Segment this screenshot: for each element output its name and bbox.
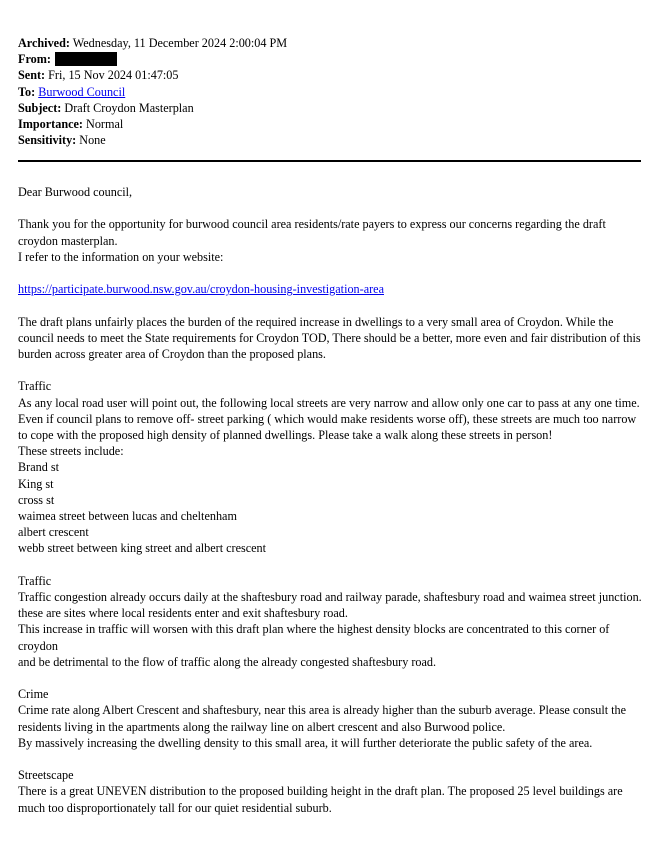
sensitivity-label: Sensitivity: bbox=[18, 133, 77, 148]
paragraph-line: burden across greater area of Croydon than the proposed plans. bbox=[18, 346, 326, 361]
paragraph-line: The draft plans unfairly places the burden of the required increase in dwellings to a very small area of Croydon. While the bbox=[18, 314, 614, 329]
street-list-item: waimea street between lucas and cheltenham bbox=[18, 509, 237, 523]
to-recipient-link[interactable]: Burwood Council bbox=[38, 84, 126, 99]
importance-label: Importance: bbox=[18, 116, 83, 131]
paragraph-line: There is a great UNEVEN distribution to the proposed building height in the draft plan. The proposed 25 level buildings are bbox=[18, 784, 623, 799]
paragraph-line: and be detrimental to the flow of traffic along the already congested shaftesbury road. bbox=[18, 654, 437, 669]
paragraph-line: Crime rate along Albert Crescent and shaftesbury, near this area is already higher than the suburb average. Please consult the bbox=[18, 703, 627, 718]
paragraph-line: Traffic congestion already occurs daily at the shaftesbury road and railway parade, shaftesbury road and waimea street junction. bbox=[18, 590, 642, 604]
paragraph-line: council needs to meet the State requirements for Croydon TOD, There should be a better, more even and fair distribution of this bbox=[18, 330, 641, 345]
section-heading-traffic: Traffic bbox=[18, 379, 52, 394]
street-list-item: webb street between king street and albert crescent bbox=[18, 541, 267, 556]
sent-label: Sent: bbox=[18, 68, 46, 83]
subject-value: Draft Croydon Masterplan bbox=[64, 100, 194, 115]
sensitivity-value: None bbox=[79, 133, 106, 148]
subject-label: Subject: bbox=[18, 100, 62, 115]
section-heading-streetscape: Streetscape bbox=[18, 768, 74, 783]
intro-line: croydon masterplan. bbox=[18, 233, 118, 248]
sent-row bbox=[18, 67, 638, 83]
paragraph-line: By massively increasing the dwelling density to this small area, it will further deteriorate the public safety of the area. bbox=[18, 735, 593, 750]
to-row bbox=[18, 84, 638, 100]
greeting: Dear Burwood council, bbox=[18, 185, 133, 199]
archived-value: Wednesday, 11 December 2024 2:00:04 PM bbox=[72, 36, 288, 50]
paragraph-line: these are sites where local residents enter and exit shaftesbury road. bbox=[18, 606, 348, 621]
section-heading-crime: Crime bbox=[18, 687, 49, 702]
street-list-item: albert crescent bbox=[18, 525, 89, 540]
paragraph-line: This increase in traffic will worsen with this draft plan where the highest density blocks are concentrated to this corner of croydon bbox=[18, 622, 610, 653]
from-row bbox=[18, 51, 638, 67]
importance-row bbox=[18, 116, 638, 132]
subject-row bbox=[18, 100, 638, 116]
intro-line: I refer to the information on your website: bbox=[18, 249, 224, 264]
street-list-item: cross st bbox=[18, 492, 55, 507]
email-body bbox=[18, 184, 643, 816]
paragraph-line: These streets include: bbox=[18, 444, 124, 459]
website-link[interactable]: https://participate.burwood.nsw.gov.au/croydon-housing-investigation-area bbox=[18, 282, 384, 297]
archived-row bbox=[18, 35, 638, 51]
archived-label: Archived: bbox=[18, 36, 70, 50]
paragraph-line: residents living in the apartments along the railway line on albert crescent and also Burwood police. bbox=[18, 719, 506, 734]
importance-value: Normal bbox=[86, 116, 124, 131]
email-header bbox=[18, 35, 638, 148]
sensitivity-row bbox=[18, 132, 638, 148]
paragraph-line: As any local road user will point out, the following local streets are very narrow and allow only one car to pass at any one time. bbox=[18, 395, 640, 410]
street-list-item: King st bbox=[18, 476, 54, 491]
paragraph-line: Even if council plans to remove off- street parking ( which would make residents worse off), these streets are much too narrow bbox=[18, 411, 637, 426]
paragraph-line: to cope with the proposed high density of planned dwellings. Please take a walk along these streets in person! bbox=[18, 427, 553, 442]
from-label: From: bbox=[18, 52, 51, 67]
sent-value: Fri, 15 Nov 2024 01:47:05 bbox=[48, 68, 179, 83]
paragraph-line: much too disproportionately tall for our quiet residential suburb. bbox=[18, 800, 332, 815]
intro-line: Thank you for the opportunity for burwood council area residents/rate payers to express our concerns regarding the draft bbox=[18, 217, 606, 232]
to-label: To: bbox=[18, 84, 36, 99]
street-list-item: Brand st bbox=[18, 460, 59, 475]
section-heading-traffic: Traffic bbox=[18, 573, 52, 588]
header-divider bbox=[18, 160, 641, 162]
redacted-sender bbox=[55, 52, 117, 66]
